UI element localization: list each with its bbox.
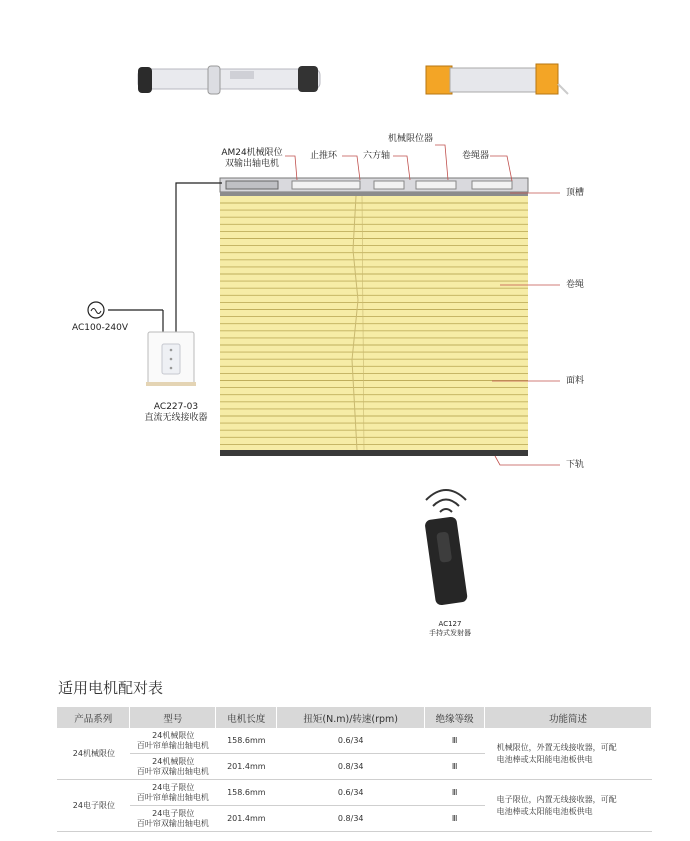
insulation-cell: Ⅲ (425, 728, 485, 754)
header-insulation: 绝缘等级 (425, 707, 485, 728)
length-cell: 201.4mm (216, 806, 277, 832)
table-row (57, 780, 652, 806)
stop-ring-label: 止推环 (310, 151, 338, 161)
motor-label: AM24机械限位 双输出轴电机 (221, 148, 283, 169)
description-cell: 机械限位，外置无线接收器，可配 电池棒或太阳能电池板供电 (485, 728, 652, 780)
limiter-label: 机械限位器 (388, 134, 434, 144)
bottom-rail-label: 下轨 (566, 460, 585, 470)
table-header-row (57, 707, 652, 728)
insulation-cell: Ⅲ (425, 806, 485, 832)
model-cell: 24电子限位 百叶帘单输出轴电机 (130, 780, 216, 806)
length-cell: 158.6mm (216, 728, 277, 754)
remote-label: AC127 手持式发射器 (429, 620, 471, 637)
series-cell: 24机械限位 (57, 728, 130, 780)
model-cell: 24机械限位 百叶帘单输出轴电机 (130, 728, 216, 754)
cord-label: 卷绳 (566, 280, 585, 290)
top-rail-label: 顶槽 (566, 188, 585, 198)
header-model: 型号 (130, 707, 216, 728)
torque-cell: 0.6/34 (277, 780, 425, 806)
bottom-rail (220, 450, 528, 456)
reel-label: 卷绳器 (462, 151, 490, 161)
hex-shaft-label: 六方轴 (363, 151, 391, 161)
header-length: 电机长度 (216, 707, 277, 728)
series-cell: 24电子限位 (57, 780, 130, 832)
model-cell: 24电子限位 百叶帘双输出轴电机 (130, 806, 216, 832)
wall-receiver-image (146, 330, 198, 390)
header-torque: 扭矩(N.m)/转速(rpm) (277, 707, 425, 728)
torque-cell: 0.8/34 (277, 806, 425, 832)
motor-spec-table (57, 707, 652, 832)
fabric-label: 面料 (566, 376, 585, 386)
model-cell: 24机械限位 百叶帘双输出轴电机 (130, 754, 216, 780)
power-label: AC100-240V (72, 323, 129, 333)
insulation-cell: Ⅲ (425, 780, 485, 806)
header-description: 功能简述 (485, 707, 652, 728)
length-cell: 201.4mm (216, 754, 277, 780)
torque-cell: 0.6/34 (277, 728, 425, 754)
table-title: 适用电机配对表 (58, 679, 164, 697)
remote-image (412, 480, 482, 610)
header-series: 产品系列 (57, 707, 130, 728)
description-cell: 电子限位，内置无线接收器，可配 电池棒或太阳能电池板供电 (485, 780, 652, 832)
insulation-cell: Ⅲ (425, 754, 485, 780)
torque-cell: 0.8/34 (277, 754, 425, 780)
table-row (57, 728, 652, 754)
receiver-label: AC227-03 直流无线接收器 (144, 402, 208, 423)
length-cell: 158.6mm (216, 780, 277, 806)
fabric-panel (220, 196, 528, 450)
